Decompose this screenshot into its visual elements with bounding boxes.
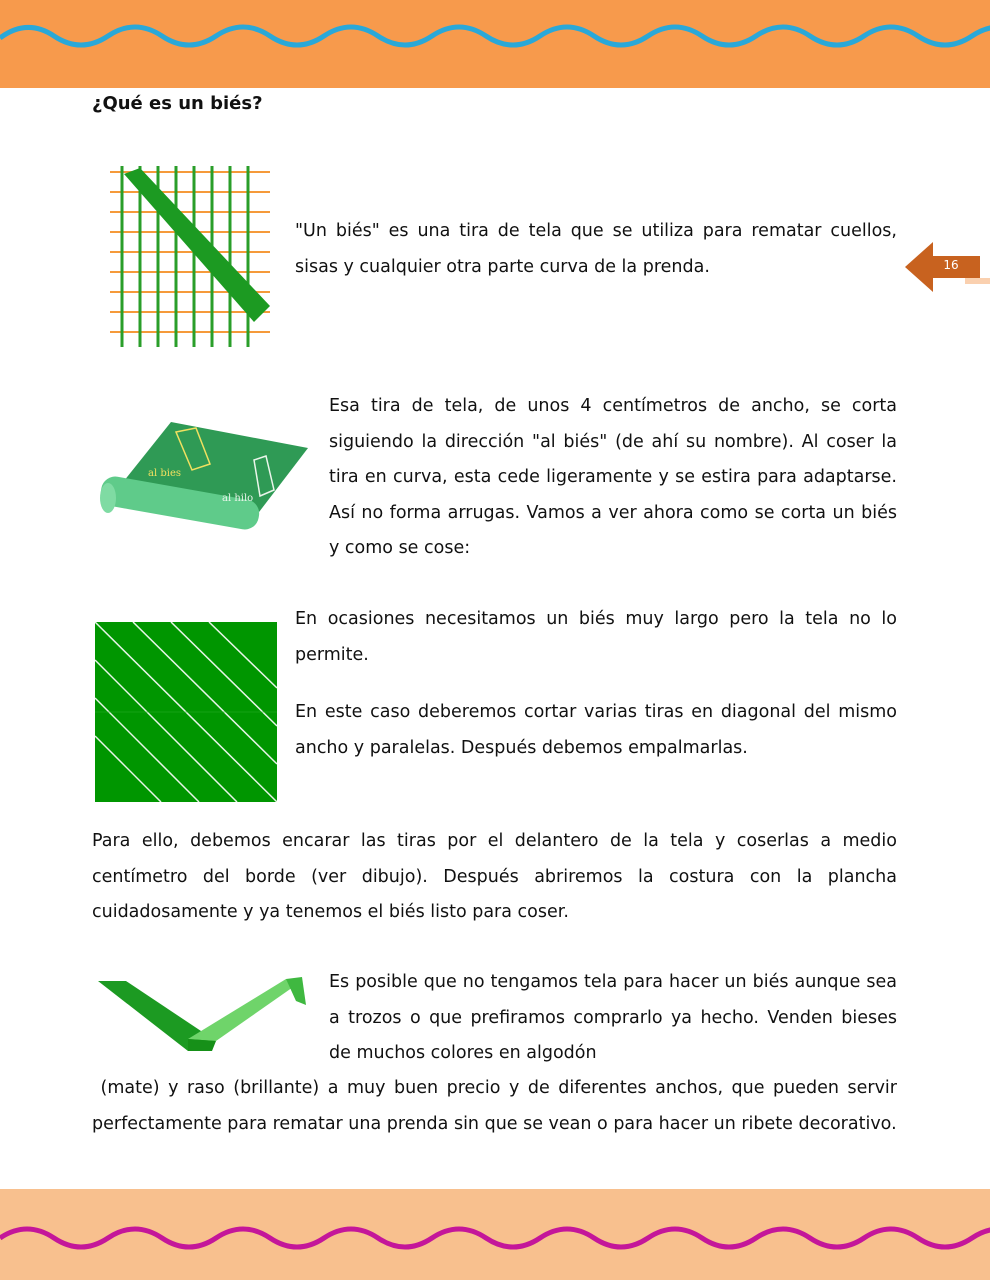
paragraph-long-bias: En ocasiones necesitamos un biés muy largo pero la tela no lo permite. bbox=[295, 609, 897, 665]
footer-wave-decoration bbox=[0, 1218, 990, 1258]
page-title: ¿Qué es un biés? bbox=[92, 93, 263, 114]
paragraph-joining-strips: Para ello, debemos encarar las tiras por el delantero de la tela y coserlas a medio centímetro del borde (ver dibujo). Después abriremos la costura con la plancha cuidadosamente y ya tenemos el biés listo para coser. bbox=[92, 831, 897, 922]
joined-strips-illustration bbox=[96, 975, 310, 1055]
fabric-roll-illustration bbox=[96, 420, 308, 542]
paragraph-diagonal-strips: En este caso deberemos cortar varias tiras en diagonal del mismo ancho y paralelas. Después debemos empalmarlas. bbox=[295, 702, 897, 758]
al-bies-label: al bies bbox=[148, 468, 181, 479]
page-number: 16 bbox=[943, 258, 959, 272]
al-hilo-label: al hilo bbox=[222, 493, 254, 504]
header-wave-decoration bbox=[0, 16, 990, 56]
paragraph-bias-definition: "Un biés" es una tira de tela que se utiliza para rematar cuellos, sisas y cualquier otra parte curva de la prenda. bbox=[295, 221, 897, 277]
bias-grid-illustration bbox=[110, 152, 275, 350]
paragraph-cutting-direction: Esa tira de tela, de unos 4 centímetros de ancho, se corta siguiendo la dirección "al biés" (de ahí su nombre). Al coser la tira en curva, esta cede ligeramente y se estira para adaptarse. Así no forma arrugas. Vamos a ver ahora como se corta un biés y como se cose: bbox=[329, 396, 897, 558]
paragraph-buy-bias: Es posible que no tengamos tela para hacer un biés aunque sea a trozos o que prefiramos comprarlo ya hecho. Venden bieses de muchos colores en algodón bbox=[329, 972, 897, 1063]
paragraph-buy-bias-continued: (mate) y raso (brillante) a muy buen precio y de diferentes anchos, que pueden servir perfectamente para rematar una prenda sin que se vean o para hacer un ribete decorativo. bbox=[92, 1078, 903, 1134]
diagonal-strips-illustration bbox=[95, 622, 277, 802]
